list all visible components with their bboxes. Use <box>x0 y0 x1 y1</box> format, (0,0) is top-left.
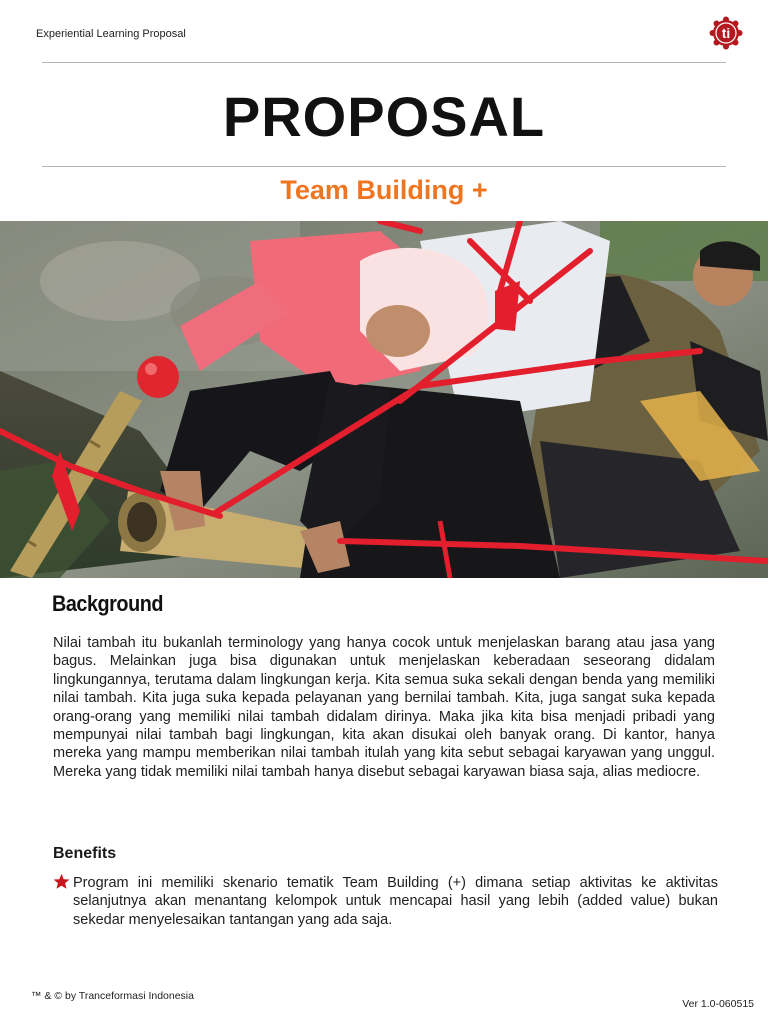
logo-text: ti <box>721 25 731 41</box>
star-icon <box>53 873 70 890</box>
ti-logo-icon <box>709 16 743 50</box>
footer-version: Ver 1.0-060515 <box>682 998 754 1010</box>
background-heading: Background <box>52 591 164 616</box>
header-divider <box>42 62 726 63</box>
title-divider <box>42 166 726 167</box>
footer-copyright: ™ & © by Tranceformasi Indonesia <box>31 990 194 1002</box>
page-subtitle: Team Building + <box>280 175 488 205</box>
header-label: Experiential Learning Proposal <box>36 28 186 40</box>
page-title: PROPOSAL <box>222 85 546 148</box>
benefit-list-item <box>53 874 718 929</box>
benefit-text: Program ini memiliki skenario tematik Team Building (+) dimana setiap aktivitas ke aktivitas selanjutnya akan menantang kelompok untuk mencapai hasil yang lebih (added value) bukan sekedar menyelesaikan tantangan yang ada saja. <box>73 875 718 928</box>
background-paragraph: Nilai tambah itu bukanlah terminology yang hanya cocok untuk menjelaskan barang atau jasa yang bagus. Melainkan juga bisa digunakan untuk menjelaskan keberadaan seseorang didalam lingkungannya, terutama dalam lingkungan kerja. Kita semua suka sekali dengan benda yang memiliki nilai tambah. Kita juga suka kepada pelayanan yang bernilai tambah. Kita, juga sangat suka kepada orang-orang yang memiliki nilai tambah didalam dirinya. Maka jika kita bisa menjadi pribadi yang mempunyai nilai tambah bagi lingkungan, kita akan disukai oleh banyak orang. Di kantor, hanya mereka yang mampu memberikan nilai tambah itulah yang kita sebut sebagai karyawan yang unggul. Mereka yang tidak memiliki nilai tambah hanya disebut sebagai karyawan biasa saja, alias mediocre. <box>53 635 715 780</box>
benefits-heading: Benefits <box>53 845 117 862</box>
team-building-photo <box>0 221 768 578</box>
